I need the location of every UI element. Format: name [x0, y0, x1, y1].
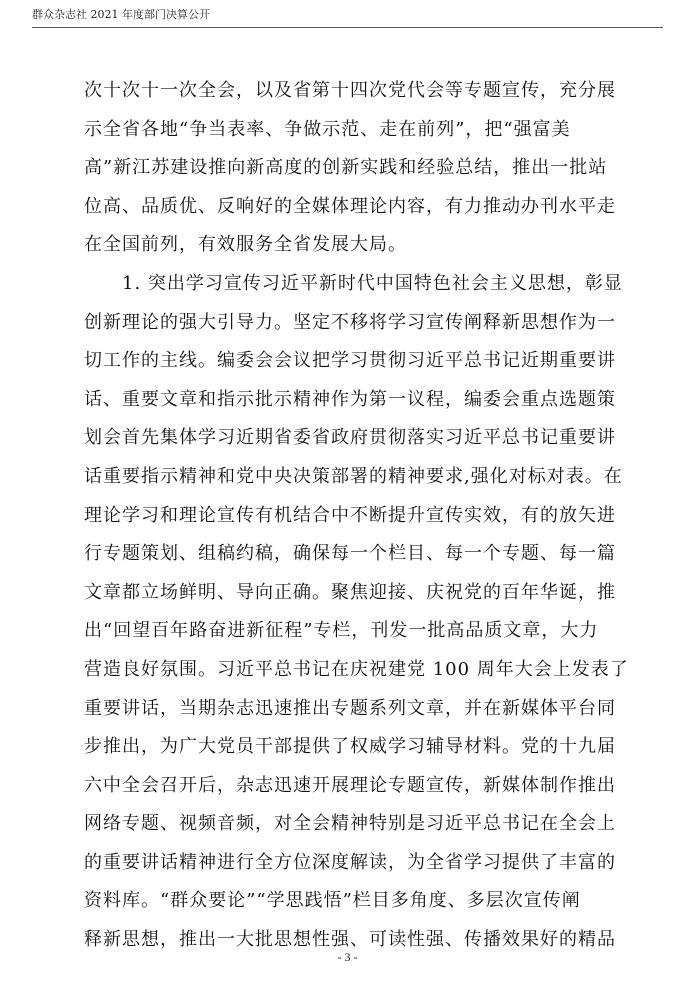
body-line: 行专题策划、组稿约稿，确保每一个栏目、每一个专题、每一篇	[84, 543, 616, 565]
body-line: 理论学习和理论宣传有机结合中不断提升宣传实效，有的放矢进	[84, 504, 616, 526]
body-line: 划会首先集体学习近期省委省政府贯彻落实习近平总书记重要讲	[84, 427, 616, 449]
body-line: 资料库。“群众要论”“学思践悟”栏目多角度、多层次宣传阐	[84, 890, 581, 912]
body-line: 创新理论的强大引导力。坚定不移将学习宣传阐释新思想作为一	[84, 311, 616, 333]
body-line: 话重要指示精神和党中央决策部署的精神要求,强化对标对表。在	[84, 465, 623, 487]
body-line: 次十次十一次全会，以及省第十四次党代会等专题宣传，充分展	[84, 80, 616, 101]
body-line: 在全国前列，有效服务全省发展大局。	[84, 234, 407, 256]
body-line: 释新思想，推出一大批思想性强、可读性强、传播效果好的精品	[84, 929, 616, 951]
body-line: 六中全会召开后，杂志迅速开展理论专题宣传，新媒体制作推出	[84, 774, 616, 796]
header-divider	[32, 27, 663, 28]
body-line: 重要讲话，当期杂志迅速推出专题系列文章，并在新媒体平台同	[84, 697, 616, 719]
body-line: 位高、品质优、反响好的全媒体理论内容，有力推动办刊水平走	[84, 195, 616, 217]
body-line: 营造良好氛围。习近平总书记在庆祝建党 100 周年大会上发表了	[84, 658, 629, 680]
page-header: 群众杂志社 2021 年度部门决算公开	[32, 8, 210, 21]
body-line: 的重要讲话精神进行全方位深度解读，为全省学习提供了丰富的	[84, 851, 616, 873]
body-line: 切工作的主线。编委会会议把学习贯彻习近平总书记近期重要讲	[84, 350, 616, 372]
document-body	[84, 72, 634, 960]
body-line: 文章都立场鲜明、导向正确。聚焦迎接、庆祝党的百年华诞，推	[84, 581, 616, 603]
body-line: 出“回望百年路奋进新征程”专栏，刊发一批高品质文章，大力	[84, 620, 599, 642]
page-number: - 3 -	[337, 950, 358, 964]
body-line: 高”新江苏建设推向新高度的创新实践和经验总结，推出一批站	[84, 157, 608, 179]
section-heading-line: 1. 突出学习宣传习近平新时代中国特色社会主义思想，彰显	[122, 272, 623, 294]
body-line: 步推出，为广大党员干部提供了权威学习辅导材料。党的十九届	[84, 736, 616, 758]
body-line: 网络专题、视频音频，对全会精神特别是习近平总书记在全会上	[84, 813, 616, 835]
body-line: 示全省各地“争当表率、争做示范、走在前列”，把“强富美	[84, 118, 571, 140]
body-line: 话、重要文章和指示批示精神作为第一议程，编委会重点选题策	[84, 388, 616, 410]
